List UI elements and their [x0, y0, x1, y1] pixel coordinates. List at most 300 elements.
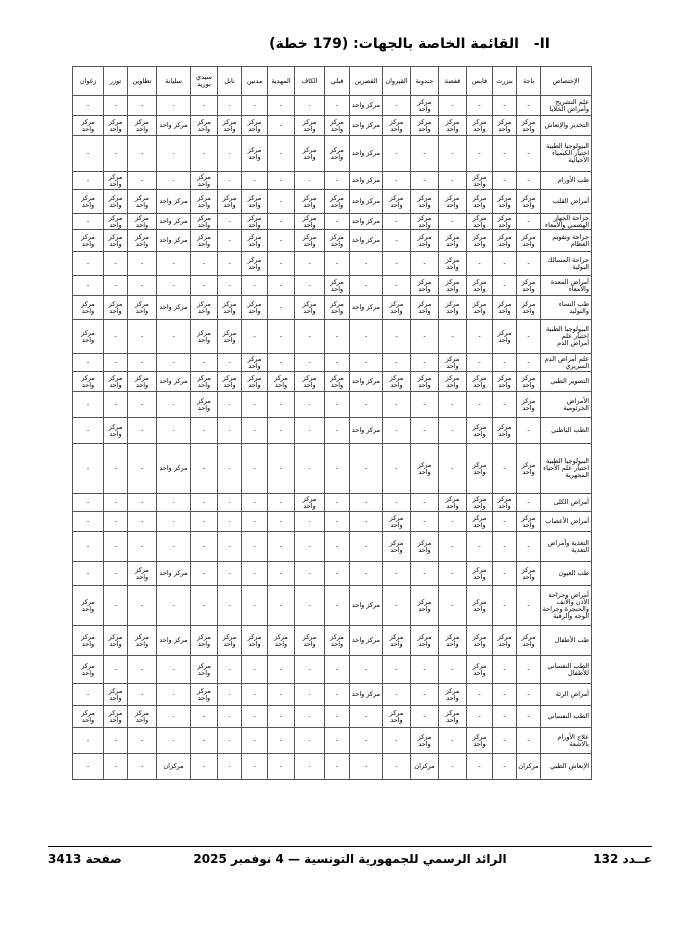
- allocation-cell: -: [295, 706, 325, 728]
- table-row: [73, 532, 592, 562]
- allocation-cell: مركز واحد: [383, 626, 411, 656]
- allocation-cell: -: [439, 214, 467, 230]
- allocation-cell: مركز واحد: [467, 296, 493, 320]
- allocation-cell: -: [350, 320, 383, 354]
- allocation-cell: مركز واحد: [242, 296, 268, 320]
- allocation-cell: -: [325, 656, 350, 684]
- specialty-cell: البيولوجيا الطبية اختيار علم أمراض الدم: [541, 320, 592, 354]
- table-row: [73, 684, 592, 706]
- allocation-cell: -: [325, 320, 350, 354]
- allocation-cell: -: [295, 562, 325, 586]
- allocation-cell: -: [218, 214, 242, 230]
- allocation-cell: مركز واحد: [157, 372, 191, 392]
- allocation-cell: -: [325, 754, 350, 780]
- allocation-cell: مركز واحد: [191, 372, 218, 392]
- specialty-cell: طب العيون: [541, 562, 592, 586]
- column-header-region: نابل: [218, 67, 242, 96]
- allocation-cell: مركز واحد: [467, 494, 493, 512]
- table-row: [73, 494, 592, 512]
- allocation-cell: -: [383, 320, 411, 354]
- allocation-cell: -: [242, 172, 268, 190]
- column-header-region: باجة: [517, 67, 541, 96]
- allocation-cell: مركز واحد: [493, 494, 517, 512]
- allocation-cell: -: [411, 494, 439, 512]
- allocation-cell: -: [104, 136, 128, 172]
- allocation-cell: -: [325, 532, 350, 562]
- allocation-cell: -: [73, 136, 104, 172]
- allocation-cell: مركز واحد: [439, 372, 467, 392]
- allocation-cell: -: [350, 706, 383, 728]
- allocation-cell: مركز واحد: [493, 214, 517, 230]
- allocation-cell: -: [439, 532, 467, 562]
- allocation-cell: -: [157, 706, 191, 728]
- allocation-cell: -: [493, 136, 517, 172]
- allocation-cell: -: [467, 706, 493, 728]
- table-row: [73, 116, 592, 136]
- allocation-cell: مركز واحد: [268, 372, 295, 392]
- table-row: [73, 252, 592, 276]
- allocation-cell: مركز واحد: [467, 512, 493, 532]
- allocation-cell: -: [218, 754, 242, 780]
- allocation-cell: -: [104, 586, 128, 626]
- allocation-cell: -: [439, 172, 467, 190]
- specialty-cell: الأمراض الجرثومية: [541, 392, 592, 418]
- page-footer: [48, 852, 652, 868]
- section-number: II-: [533, 36, 550, 52]
- allocation-cell: مركز واحد: [295, 494, 325, 512]
- allocation-cell: -: [73, 494, 104, 512]
- allocation-cell: مركز واحد: [517, 296, 541, 320]
- allocation-cell: -: [268, 586, 295, 626]
- allocation-cell: -: [383, 656, 411, 684]
- allocation-cell: مركز واحد: [467, 230, 493, 252]
- allocation-cell: مركز واحد: [104, 214, 128, 230]
- allocation-cell: مركز واحد: [350, 296, 383, 320]
- column-header-region: قبلي: [325, 67, 350, 96]
- allocation-cell: -: [493, 656, 517, 684]
- allocation-cell: مركز واحد: [218, 296, 242, 320]
- allocation-cell: -: [467, 684, 493, 706]
- allocation-cell: مركز واحد: [350, 96, 383, 116]
- allocation-cell: -: [128, 354, 157, 372]
- allocation-cell: -: [268, 728, 295, 754]
- allocation-cell: -: [295, 754, 325, 780]
- allocation-cell: -: [517, 136, 541, 172]
- allocation-cell: -: [493, 252, 517, 276]
- allocation-cell: -: [218, 562, 242, 586]
- allocation-cell: مركز واحد: [350, 116, 383, 136]
- allocation-cell: -: [157, 418, 191, 444]
- allocation-cell: -: [104, 562, 128, 586]
- allocation-cell: -: [104, 532, 128, 562]
- allocation-cell: -: [157, 392, 191, 418]
- allocation-cell: -: [73, 532, 104, 562]
- allocation-cell: -: [517, 320, 541, 354]
- allocation-cell: -: [242, 656, 268, 684]
- allocation-cell: -: [73, 354, 104, 372]
- allocation-cell: -: [104, 656, 128, 684]
- allocation-cell: مركز واحد: [242, 116, 268, 136]
- allocation-cell: -: [104, 320, 128, 354]
- allocation-cell: مركز واحد: [411, 372, 439, 392]
- allocation-cell: مركز واحد: [73, 320, 104, 354]
- specialty-cell: التصوير الطبي: [541, 372, 592, 392]
- specialty-cell: جراحة وتقويم العظام: [541, 230, 592, 252]
- column-header-specialty: الإختصاص: [541, 67, 592, 96]
- allocation-cell: -: [517, 172, 541, 190]
- allocation-cell: مركز واحد: [411, 230, 439, 252]
- allocation-cell: مركز واحد: [242, 230, 268, 252]
- allocation-cell: -: [439, 512, 467, 532]
- allocation-cell: -: [517, 494, 541, 512]
- allocation-cell: -: [157, 252, 191, 276]
- allocation-cell: -: [242, 586, 268, 626]
- allocation-cell: -: [104, 354, 128, 372]
- allocation-cell: مركز واحد: [467, 444, 493, 494]
- allocation-cell: مركز واحد: [104, 706, 128, 728]
- allocation-cell: -: [295, 418, 325, 444]
- allocation-cell: -: [191, 252, 218, 276]
- allocation-cell: مركز واحد: [157, 230, 191, 252]
- allocation-cell: -: [411, 354, 439, 372]
- allocation-cell: -: [242, 418, 268, 444]
- allocation-cell: -: [411, 172, 439, 190]
- allocation-cell: مركز واحد: [517, 626, 541, 656]
- allocation-cell: مركز واحد: [242, 214, 268, 230]
- allocation-cell: -: [325, 494, 350, 512]
- allocation-cell: -: [350, 494, 383, 512]
- column-header-region: القصرين: [350, 67, 383, 96]
- allocation-cell: -: [191, 494, 218, 512]
- allocation-cell: مركز واحد: [104, 116, 128, 136]
- page-number: صفحة 3413: [48, 852, 122, 866]
- allocation-cell: مركز واحد: [467, 586, 493, 626]
- allocation-cell: -: [268, 562, 295, 586]
- allocation-cell: مركز واحد: [191, 214, 218, 230]
- allocation-cell: -: [439, 656, 467, 684]
- allocation-cell: -: [268, 392, 295, 418]
- allocation-cell: مركز واحد: [467, 562, 493, 586]
- allocation-cell: -: [157, 320, 191, 354]
- allocation-cell: -: [517, 706, 541, 728]
- allocation-cell: مركز واحد: [104, 172, 128, 190]
- allocation-cell: -: [104, 754, 128, 780]
- allocation-cell: -: [325, 392, 350, 418]
- allocation-cell: مركز واحد: [191, 392, 218, 418]
- allocation-cell: مركز واحد: [467, 372, 493, 392]
- allocation-cell: -: [517, 532, 541, 562]
- allocation-cell: مركز واحد: [439, 684, 467, 706]
- allocation-cell: -: [325, 418, 350, 444]
- allocation-cell: -: [493, 684, 517, 706]
- allocation-cell: -: [439, 392, 467, 418]
- allocation-cell: -: [383, 252, 411, 276]
- allocation-cell: مركز واحد: [411, 586, 439, 626]
- table-row: [73, 136, 592, 172]
- allocation-cell: مركز واحد: [493, 296, 517, 320]
- allocation-cell: مركز واحد: [517, 562, 541, 586]
- allocation-cell: -: [104, 728, 128, 754]
- allocation-cell: -: [218, 230, 242, 252]
- allocation-cell: مركز واحد: [104, 296, 128, 320]
- allocation-cell: مركز واحد: [467, 728, 493, 754]
- specialty-cell: البيولوجيا الطبية اختيار الكيمياء الأحيائية: [541, 136, 592, 172]
- allocation-cell: -: [128, 754, 157, 780]
- column-header-region: بنزرت: [493, 67, 517, 96]
- allocation-cell: مركز واحد: [439, 190, 467, 214]
- allocation-cell: مركز واحد: [104, 230, 128, 252]
- table-row: [73, 372, 592, 392]
- allocation-cell: -: [218, 656, 242, 684]
- allocation-cell: -: [517, 656, 541, 684]
- allocation-cell: -: [350, 532, 383, 562]
- allocation-cell: مركز واحد: [411, 214, 439, 230]
- allocation-cell: -: [218, 706, 242, 728]
- allocation-cell: -: [350, 512, 383, 532]
- allocation-cell: مركز واحد: [383, 372, 411, 392]
- allocation-cell: مركز واحد: [411, 116, 439, 136]
- column-header-region: زغوان: [73, 67, 104, 96]
- allocation-cell: -: [104, 392, 128, 418]
- allocation-cell: -: [128, 418, 157, 444]
- allocation-cell: -: [128, 684, 157, 706]
- allocation-cell: -: [242, 728, 268, 754]
- allocation-cell: -: [439, 136, 467, 172]
- allocation-cell: مركز واحد: [439, 706, 467, 728]
- allocation-cell: مركز واحد: [218, 372, 242, 392]
- allocation-cell: -: [104, 252, 128, 276]
- allocation-cell: مركز واحد: [350, 214, 383, 230]
- allocation-cell: -: [383, 562, 411, 586]
- allocation-cell: -: [493, 754, 517, 780]
- allocation-cell: -: [73, 728, 104, 754]
- allocation-cell: -: [191, 512, 218, 532]
- allocation-cell: مركز واحد: [73, 296, 104, 320]
- allocation-cell: -: [218, 494, 242, 512]
- table-row: [73, 626, 592, 656]
- allocation-cell: -: [411, 252, 439, 276]
- allocation-cell: مركز واحد: [295, 626, 325, 656]
- allocation-cell: -: [411, 320, 439, 354]
- allocation-cell: -: [411, 418, 439, 444]
- allocation-cell: مركز واحد: [383, 116, 411, 136]
- allocation-cell: -: [268, 444, 295, 494]
- specialty-cell: أمراض المعدة والأمعاء: [541, 276, 592, 296]
- allocation-cell: مركز واحد: [191, 296, 218, 320]
- allocation-cell: مركز واحد: [295, 296, 325, 320]
- allocation-cell: -: [517, 684, 541, 706]
- allocation-cell: -: [242, 512, 268, 532]
- allocation-cell: -: [411, 136, 439, 172]
- allocation-cell: مركز واحد: [242, 372, 268, 392]
- allocation-cell: مركز واحد: [157, 190, 191, 214]
- allocation-cell: مركز واحد: [128, 626, 157, 656]
- allocation-cell: -: [383, 276, 411, 296]
- allocation-cell: مركز واحد: [128, 190, 157, 214]
- allocation-cell: -: [157, 172, 191, 190]
- allocation-cell: -: [295, 656, 325, 684]
- allocation-cell: -: [73, 214, 104, 230]
- allocation-cell: مركز واحد: [128, 562, 157, 586]
- allocation-cell: -: [517, 214, 541, 230]
- specialty-cell: أمراض وجراحة الأذن والأنف والحنجرة وجراحة الوجه والرقبة: [541, 586, 592, 626]
- allocation-cell: مركز واحد: [411, 296, 439, 320]
- allocation-cell: مركزان: [517, 754, 541, 780]
- column-header-region: سيدي بوزيد: [191, 67, 218, 96]
- allocation-cell: -: [411, 512, 439, 532]
- allocation-cell: -: [218, 136, 242, 172]
- allocation-cell: مركز واحد: [350, 230, 383, 252]
- allocation-cell: -: [295, 96, 325, 116]
- column-header-region: توزر: [104, 67, 128, 96]
- allocation-cell: -: [517, 252, 541, 276]
- allocation-cell: مركز واحد: [411, 190, 439, 214]
- allocation-cell: -: [295, 444, 325, 494]
- allocation-cell: مركز واحد: [439, 276, 467, 296]
- allocation-cell: مركز واحد: [242, 190, 268, 214]
- allocation-cell: مركز واحد: [295, 372, 325, 392]
- allocation-cell: مركز واحد: [517, 276, 541, 296]
- allocation-cell: -: [218, 512, 242, 532]
- allocation-cell: -: [493, 728, 517, 754]
- allocation-cell: -: [325, 96, 350, 116]
- allocation-cell: -: [73, 512, 104, 532]
- allocation-cell: -: [242, 444, 268, 494]
- allocation-cell: -: [218, 392, 242, 418]
- allocation-cell: مركز واحد: [104, 190, 128, 214]
- allocation-cell: -: [325, 728, 350, 754]
- allocation-cell: -: [191, 532, 218, 562]
- allocation-cell: -: [411, 392, 439, 418]
- allocation-cell: -: [493, 354, 517, 372]
- specialty-cell: أمراض الكلى: [541, 494, 592, 512]
- allocation-cell: مركز واحد: [517, 230, 541, 252]
- allocation-cell: -: [128, 252, 157, 276]
- allocation-cell: -: [325, 172, 350, 190]
- allocation-cell: مركز واحد: [493, 320, 517, 354]
- allocation-cell: -: [295, 532, 325, 562]
- allocation-cell: مركز واحد: [128, 706, 157, 728]
- allocation-cell: -: [242, 754, 268, 780]
- allocation-cell: مركز واحد: [73, 230, 104, 252]
- specialty-cell: علاج الأورام بالأشعة: [541, 728, 592, 754]
- allocation-cell: -: [493, 444, 517, 494]
- allocation-cell: -: [73, 392, 104, 418]
- table-row: [73, 754, 592, 780]
- allocation-cell: -: [493, 532, 517, 562]
- allocation-cell: -: [242, 706, 268, 728]
- allocation-cell: -: [439, 320, 467, 354]
- allocation-cell: -: [467, 320, 493, 354]
- allocation-cell: -: [350, 354, 383, 372]
- allocation-cell: -: [439, 96, 467, 116]
- table-row: [73, 512, 592, 532]
- allocation-cell: -: [191, 276, 218, 296]
- allocation-cell: -: [268, 754, 295, 780]
- allocation-cell: مركز واحد: [218, 116, 242, 136]
- allocation-cell: -: [467, 532, 493, 562]
- allocation-cell: -: [295, 512, 325, 532]
- allocation-cell: -: [128, 532, 157, 562]
- specialty-cell: علم التشريح وأمراض الخلايا: [541, 96, 592, 116]
- allocation-cell: -: [493, 276, 517, 296]
- issue-number: عــدد 132: [593, 852, 652, 866]
- allocation-cell: مركز واحد: [467, 214, 493, 230]
- allocation-cell: -: [268, 136, 295, 172]
- allocation-cell: مركز واحد: [157, 296, 191, 320]
- allocation-cell: مركز واحد: [73, 372, 104, 392]
- allocation-cell: -: [73, 684, 104, 706]
- allocation-cell: -: [268, 116, 295, 136]
- allocation-cell: -: [325, 512, 350, 532]
- allocation-cell: مركز واحد: [73, 626, 104, 656]
- allocation-cell: مركز واحد: [191, 656, 218, 684]
- allocation-cell: مركز واحد: [128, 296, 157, 320]
- allocation-cell: -: [191, 96, 218, 116]
- allocation-cell: -: [128, 136, 157, 172]
- allocation-cell: -: [350, 444, 383, 494]
- allocation-cell: -: [242, 320, 268, 354]
- allocation-cell: -: [467, 96, 493, 116]
- table-row: [73, 392, 592, 418]
- allocation-cell: -: [493, 562, 517, 586]
- allocation-cell: -: [517, 354, 541, 372]
- specialty-cell: الطب النفساني: [541, 706, 592, 728]
- allocation-cell: -: [191, 706, 218, 728]
- allocation-cell: -: [439, 418, 467, 444]
- allocation-cell: مركز واحد: [493, 372, 517, 392]
- allocation-cell: -: [295, 684, 325, 706]
- allocation-cell: -: [268, 96, 295, 116]
- allocation-cell: مركز واحد: [191, 172, 218, 190]
- allocation-cell: مركز واحد: [325, 296, 350, 320]
- allocation-cell: -: [268, 252, 295, 276]
- allocation-cell: -: [493, 392, 517, 418]
- allocation-cell: مركز واحد: [295, 136, 325, 172]
- allocation-cell: -: [268, 494, 295, 512]
- allocation-cell: -: [218, 532, 242, 562]
- allocation-cell: -: [383, 754, 411, 780]
- allocation-cell: مركز واحد: [517, 190, 541, 214]
- allocation-cell: -: [128, 392, 157, 418]
- table-row: [73, 190, 592, 214]
- specialty-cell: طب الأورام: [541, 172, 592, 190]
- allocation-cell: مركز واحد: [383, 190, 411, 214]
- allocation-cell: مركز واحد: [439, 626, 467, 656]
- allocation-cell: -: [383, 494, 411, 512]
- allocation-cell: مركز واحد: [439, 230, 467, 252]
- column-header-region: سليانة: [157, 67, 191, 96]
- allocation-cell: مركز واحد: [191, 626, 218, 656]
- allocation-cell: -: [439, 728, 467, 754]
- allocation-cell: -: [295, 728, 325, 754]
- allocation-cell: مركز واحد: [439, 354, 467, 372]
- allocation-cell: مركز واحد: [325, 116, 350, 136]
- table-row: [73, 728, 592, 754]
- allocation-cell: -: [268, 276, 295, 296]
- allocation-cell: -: [325, 214, 350, 230]
- specialty-cell: الإنعاش الطبي: [541, 754, 592, 780]
- allocation-cell: مركز واحد: [73, 656, 104, 684]
- allocation-cell: -: [191, 354, 218, 372]
- allocation-cell: -: [350, 728, 383, 754]
- allocation-cell: -: [104, 96, 128, 116]
- allocation-cell: -: [128, 172, 157, 190]
- table-header-row: [73, 67, 592, 96]
- allocation-cell: -: [218, 728, 242, 754]
- allocation-cell: -: [411, 562, 439, 586]
- allocation-cell: مركز واحد: [517, 512, 541, 532]
